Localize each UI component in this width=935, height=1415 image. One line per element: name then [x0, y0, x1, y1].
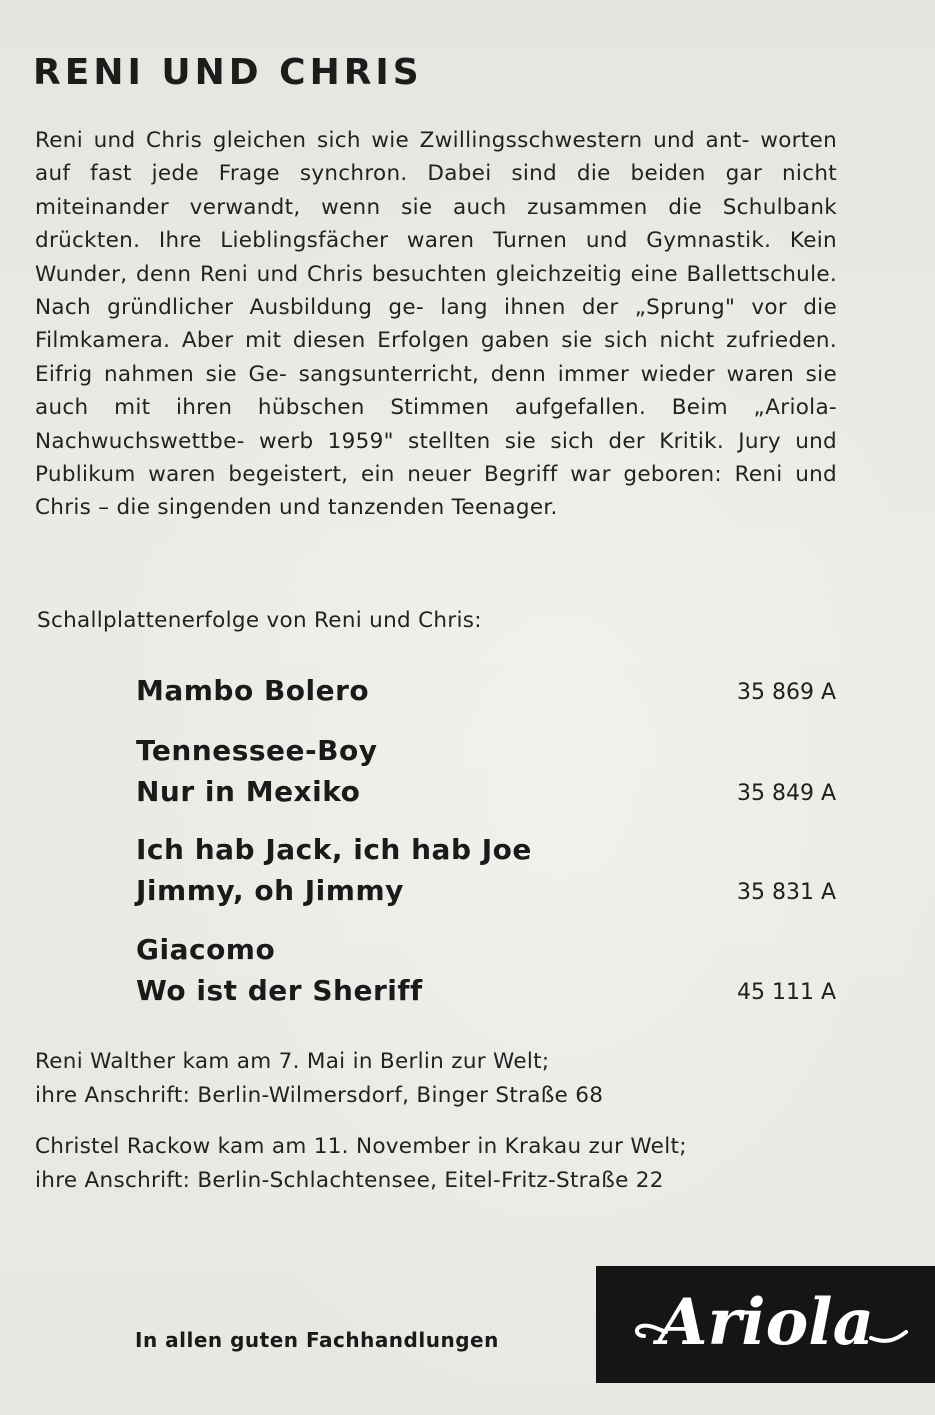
bio-line: lang ihnen der „Sprung" vor die Filmkamera. Aber mit diesen: [35, 295, 837, 354]
bio-line: gar nicht miteinander verwandt, wenn sie auch zusammen die: [35, 161, 837, 220]
ariola-logo-icon: [596, 1266, 935, 1383]
ariola-logo: [596, 1266, 935, 1383]
record-entry: [136, 730, 836, 812]
catalog-number: 35 849 A: [736, 781, 836, 806]
reni-address-line: ihre Anschrift: Berlin-Wilmersdorf, Binger Straße 68: [35, 1082, 604, 1108]
bio-line: Reni und Chris gleichen sich wie Zwillingsschwestern und ant-: [35, 128, 750, 153]
bio-line: gleichzeitig eine Ballettschule. Nach gründlicher Ausbildung ge-: [35, 261, 837, 321]
christel-birth-line: Christel Rackow kam am 11. November in Krakau zur Welt;: [35, 1134, 687, 1159]
song-title: Mambo Bolero: [136, 674, 370, 707]
song-title: Jimmy, oh Jimmy: [136, 874, 404, 907]
catalog-number: 35 831 A: [736, 880, 836, 905]
bio-line: Gymnastik. Kein Wunder, denn Reni und Chris besuchten: [35, 228, 837, 287]
christel-details: [35, 1130, 687, 1197]
bio-line: worten auf fast jede Frage synchron. Dabei sind die beiden: [35, 128, 837, 187]
song-title: Tennessee-Boy: [136, 734, 378, 767]
reni-details: [35, 1045, 603, 1112]
catalog-number: 35 869 A: [736, 680, 836, 705]
song-title: Nur in Mexiko: [136, 775, 361, 808]
bio-line: Erfolgen gaben sie sich nicht zufrieden. Eifrig nahmen sie Ge-: [35, 328, 837, 387]
bio-line: begeistert, ein neuer Begriff war geboren: Reni und Chris –: [35, 462, 838, 521]
records-intro: Schallplattenerfolge von Reni und Chris:: [37, 608, 482, 633]
ariola-logo-text: Ariola: [657, 1285, 875, 1360]
page-title: RENI UND CHRIS: [33, 52, 423, 93]
reni-birth-line: Reni Walther kam am 7. Mai in Berlin zur Welt;: [35, 1049, 550, 1074]
biography-paragraph: [35, 124, 837, 525]
bio-line: die singenden und tanzenden Teenager.: [116, 495, 558, 521]
record-entry: [136, 829, 836, 911]
bio-line: Schulbank drückten. Ihre Lieblingsfächer waren Turnen und: [35, 194, 838, 254]
song-title: Giacomo: [136, 933, 276, 966]
record-entry: [136, 929, 836, 1011]
song-title: Wo ist der Sheriff: [136, 974, 423, 1007]
christel-address-line: ihre Anschrift: Berlin-Schlachtensee, Eitel-Fritz-Straße 22: [35, 1167, 664, 1193]
bio-line: hübschen Stimmen aufgefallen. Beim „Ariola-Nachwuchswettbe-: [35, 395, 837, 454]
catalog-number: 45 111 A: [736, 980, 836, 1005]
bio-line: sangsunterricht, denn immer wieder waren sie auch mit ihren: [35, 361, 837, 421]
record-entry: [136, 670, 836, 711]
song-title: Ich hab Jack, ich hab Joe: [136, 833, 532, 866]
bio-line: werb 1959" stellten sie sich der Kritik. Jury und Publikum waren: [35, 428, 838, 488]
footer-tagline: In allen guten Fachhandlungen: [135, 1328, 499, 1352]
